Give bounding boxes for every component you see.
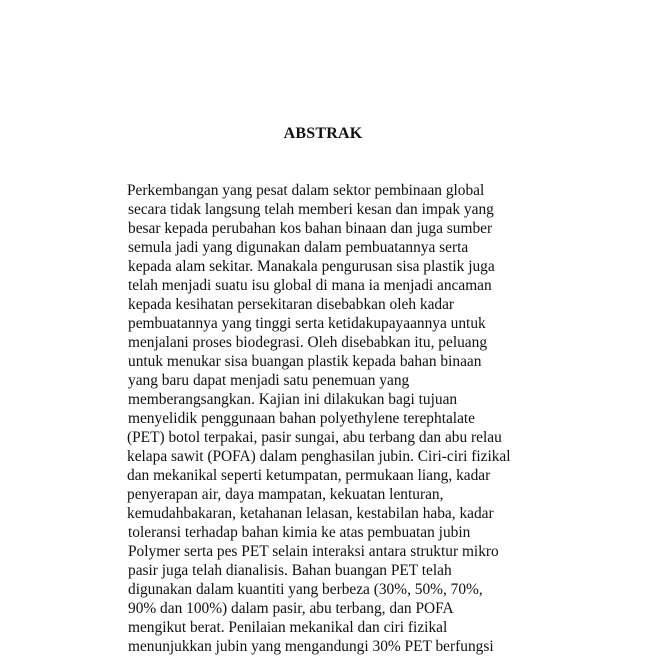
abstract-line: pembuatannya yang tinggi serta ketidakupayaannya untuk xyxy=(128,315,486,332)
abstract-line: penyerapan air, daya mampatan, kekuatan lenturan, xyxy=(127,486,444,503)
abstract-line: kepada alam sekitar. Manakala pengurusan sisa plastik juga xyxy=(128,258,495,275)
abstract-line: 90% dan 100%) dalam pasir, abu terbang, dan POFA xyxy=(128,600,454,617)
abstract-line: besar kepada perubahan kos bahan binaan dan juga sumber xyxy=(128,220,493,237)
abstract-line: mengikut berat. Penilaian mekanikal dan ciri fizikal xyxy=(128,619,448,636)
abstract-line: menjalani proses biodegrasi. Oleh disebabkan itu, peluang xyxy=(128,334,488,351)
abstract-line: yang baru dapat menjadi satu penemuan yang xyxy=(128,372,410,389)
abstract-line: untuk menukar sisa buangan plastik kepada bahan binaan xyxy=(128,353,482,370)
abstract-line: memberangsangkan. Kajian ini dilakukan bagi tujuan xyxy=(128,391,458,408)
abstract-line: digunakan dalam kuantiti yang berbeza (30%, 50%, 70%, xyxy=(128,581,483,598)
abstract-line: secara tidak langsung telah memberi kesan dan impak yang xyxy=(128,201,494,218)
abstract-line: toleransi terhadap bahan kimia ke atas pembuatan jubin xyxy=(128,524,471,541)
abstract-body xyxy=(127,181,539,656)
abstract-line: kemudahbakaran, ketahanan lelasan, kestabilan haba, kadar xyxy=(127,505,494,522)
abstract-line: menunjukkan jubin yang mengandungi 30% PET berfungsi xyxy=(128,638,494,655)
abstract-line: Perkembangan yang pesat dalam sektor pembinaan global xyxy=(127,182,485,199)
abstract-line: kelapa sawit (POFA) dalam penghasilan jubin. Ciri-ciri fizikal xyxy=(127,448,511,465)
abstract-line: Polymer serta pes PET selain interaksi antara struktur mikro xyxy=(128,543,499,560)
abstract-line: dan mekanikal seperti ketumpatan, permukaan liang, kadar xyxy=(127,467,491,484)
abstract-line: semula jadi yang digunakan dalam pembuatannya serta xyxy=(128,239,469,256)
abstract-line: pasir juga telah dianalisis. Bahan buangan PET telah xyxy=(128,562,452,579)
abstract-line: kepada kesihatan persekitaran disebabkan oleh kadar xyxy=(128,296,455,313)
abstract-title: ABSTRAK xyxy=(283,125,363,142)
abstract-line: menyelidik penggunaan bahan polyethylene terephtalate xyxy=(128,410,476,427)
abstract-line: (PET) botol terpakai, pasir sungai, abu terbang dan abu relau xyxy=(127,429,502,446)
abstract-line: telah menjadi suatu isu global di mana ia menjadi ancaman xyxy=(128,277,492,294)
